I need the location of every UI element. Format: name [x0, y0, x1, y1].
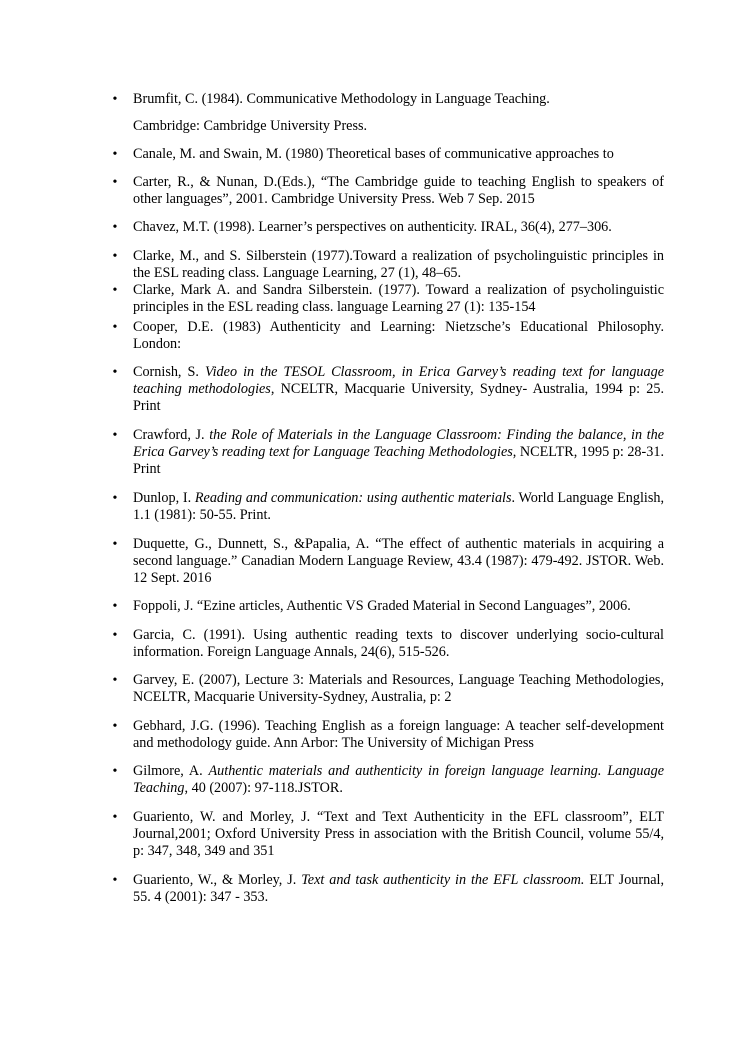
bullet: • — [112, 365, 118, 380]
bullet: • — [112, 320, 118, 335]
reference-crawford — [133, 427, 664, 478]
reference-text: Brumfit, C. (1984). Communicative Methodology in Language Teaching. — [133, 91, 550, 107]
bullet: • — [112, 764, 118, 779]
reference-author: Guariento, W., & Morley, J. — [133, 872, 302, 888]
reference-author: Crawford, J. — [133, 427, 210, 443]
reference-details: . World Language English, 1.1 (1981): 50-55. Print. — [133, 490, 664, 523]
reference-details: , 40 (2007): 97-118.JSTOR. — [184, 780, 343, 796]
reference-title: Text and task authenticity in the EFL classroom. — [301, 872, 585, 888]
bullet: • — [112, 283, 118, 298]
bullet: • — [112, 92, 118, 107]
reference-carter: Carter, R., & Nunan, D.(Eds.), “The Cambridge guide to teaching English to speakers of other languages”, 2001. Cambridge University Press. Web 7 Sep. 2015 — [133, 174, 664, 207]
reference-duquette: Duquette, G., Dunnett, S., &Papalia, A. “The effect of authentic materials in acquiring a second language.” Canadian Modern Language Review, 43.4 (1987): 479-492. JSTOR. Web. 12 Sept. 2016 — [133, 536, 664, 586]
reference-details: ELT Journal, 55. 4 (2001): 347 - 353. — [133, 872, 664, 905]
reference-guariento-1: Guariento, W. and Morley, J. “Text and Text Authenticity in the EFL classroom”, ELT Journal,2001; Oxford University Press in association with the British Council, volume 55/4, p: 347, 348, 349 and 351 — [133, 809, 664, 859]
reference-text-continued: Cambridge: Cambridge University Press. — [133, 118, 368, 134]
reference-clarke-2: Clarke, Mark A. and Sandra Silberstein. (1977). Toward a realization of psycholinguistic principles in the ESL reading class. language Learning 27 (1): 135-154 — [133, 282, 664, 315]
bullet: • — [112, 873, 118, 888]
reference-title: Video in the TESOL Classroom, in Erica Garvey’s reading text for language teaching methodologies — [133, 364, 665, 397]
reference-cornish — [133, 364, 664, 415]
bullet: • — [112, 491, 118, 506]
bullet: • — [112, 175, 118, 190]
bullet: • — [112, 249, 118, 264]
reference-brumfit — [133, 91, 664, 135]
reference-dunlop — [133, 490, 664, 524]
reference-cooper: Cooper, D.E. (1983) Authenticity and Learning: Nietzsche’s Educational Philosophy. London: — [133, 319, 664, 352]
reference-details: , NCELTR, 1995 p: 28-31. Print — [133, 444, 664, 477]
reference-guariento-2 — [133, 872, 664, 906]
bullet: • — [112, 810, 118, 825]
reference-garvey: Garvey, E. (2007), Lecture 3: Materials and Resources, Language Teaching Methodologies, NCELTR, Macquarie University-Sydney, Australia, p: 2 — [133, 672, 664, 705]
reference-clarke-1: Clarke, M., and S. Silberstein (1977).Toward a realization of psycholinguistic principles in the ESL reading class. Language Learning, 27 (1), 48–65. — [133, 248, 664, 281]
reference-author: Gilmore, A. — [133, 763, 209, 779]
bullet: • — [112, 220, 118, 235]
bullet: • — [112, 628, 118, 643]
reference-canale: Canale, M. and Swain, M. (1980) Theoretical bases of communicative approaches to — [133, 146, 614, 162]
bullet: • — [112, 537, 118, 552]
bullet: • — [112, 673, 118, 688]
bullet: • — [112, 599, 118, 614]
bullet: • — [112, 428, 118, 443]
reference-author: Cornish, S. — [133, 364, 205, 380]
reference-title: Authentic materials and authenticity in foreign language learning. Language Teaching — [133, 763, 665, 796]
reference-foppoli: Foppoli, J. “Ezine articles, Authentic VS Graded Material in Second Languages”, 2006. — [133, 598, 631, 614]
reference-author: Dunlop, I. — [133, 490, 195, 506]
reference-title: Reading and communication: using authentic materials — [194, 490, 512, 506]
reference-chavez: Chavez, M.T. (1998). Learner’s perspectives on authenticity. IRAL, 36(4), 277–306. — [133, 219, 612, 235]
bullet: • — [112, 147, 118, 162]
bullet: • — [112, 719, 118, 734]
reference-details: , NCELTR, Macquarie University, Sydney- Australia, 1994 p: 25. Print — [133, 381, 665, 414]
reference-garcia: Garcia, C. (1991). Using authentic reading texts to discover underlying socio-cultural information. Foreign Language Annals, 24(6), 515-526. — [133, 627, 664, 660]
reference-gilmore — [133, 763, 664, 797]
reference-title: the Role of Materials in the Language Classroom: Finding the balance, in the Erica Garvey’s reading text for Language Teaching Methodologies — [133, 427, 665, 460]
reference-gebhard: Gebhard, J.G. (1996). Teaching English as a foreign language: A teacher self-development and methodology guide. Ann Arbor: The University of Michigan Press — [133, 718, 664, 751]
